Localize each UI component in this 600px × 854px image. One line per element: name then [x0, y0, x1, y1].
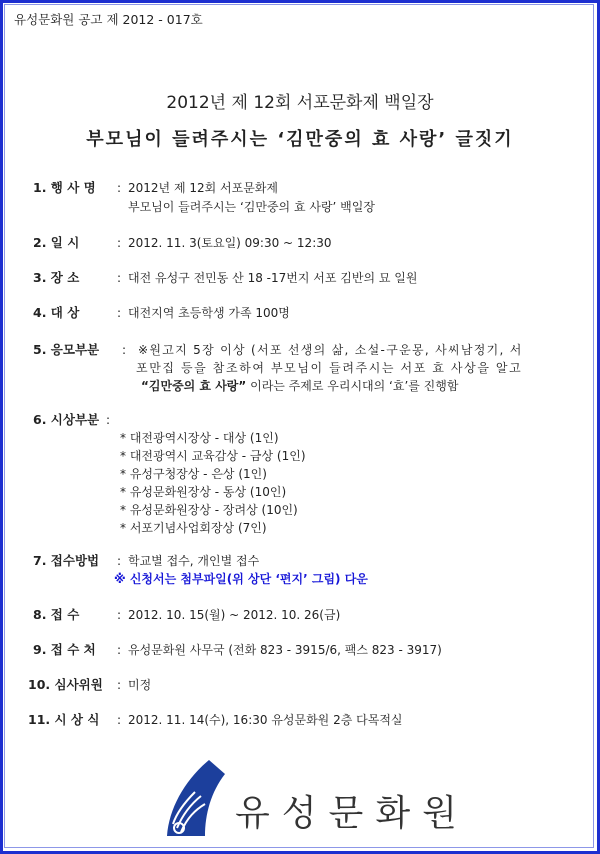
award-item: * 유성구청장상 - 은상 (1인)	[120, 467, 267, 481]
colon: :	[117, 236, 122, 250]
entry-line3	[141, 378, 458, 394]
award-item: * 유성문화원장상 - 장려상 (10인)	[120, 503, 298, 517]
colon: :	[117, 678, 122, 692]
colon: :	[117, 713, 122, 727]
yuseong-culture-center-logo-icon	[165, 758, 235, 838]
item-label-ceremony: 11. 시 상 식	[28, 712, 100, 727]
item-label-office: 9. 접 수 처	[33, 642, 96, 657]
entry-tail: 이라는 주제로 우리시대의 ‘효’를 진행함	[246, 379, 459, 393]
reception-period: 2012. 10. 15(월) ~ 2012. 10. 26(금)	[128, 608, 341, 622]
submission-method: 학교별 접수, 개인별 접수	[128, 554, 260, 568]
item-label-event-name: 1. 행 사 명	[33, 180, 96, 195]
item-label-submission: 7. 접수방법	[33, 553, 100, 568]
colon: :	[117, 271, 122, 285]
event-target: 대전지역 초등학생 가족 100명	[128, 306, 290, 320]
colon: :	[122, 343, 127, 357]
ceremony: 2012. 11. 14(수), 16:30 유성문화원 2층 다목적실	[128, 713, 403, 727]
entry-line1: ※원고지 5장 이상 (서포 선생의 삶, 소설-구운몽, 사씨남정기, 서	[138, 343, 523, 357]
item-label-reception: 8. 접 수	[33, 607, 80, 622]
page-title: 2012년 제 12회 서포문화제 백일장	[166, 93, 434, 113]
item-label-awards: 6. 시상부분	[33, 412, 100, 427]
event-place: 대전 유성구 전민동 산 18 -17번지 서포 김반의 묘 일원	[128, 271, 418, 285]
item-label-entry: 5. 응모부분	[33, 342, 100, 357]
colon: :	[106, 413, 111, 427]
page-subtitle: 부모님이 들려주시는 ‘김만중의 효 사랑’ 글짓기	[86, 129, 514, 150]
notice-number: 유성문화원 공고 제 2012 - 017호	[14, 12, 203, 27]
award-item: * 대전광역시 교육감상 - 금상 (1인)	[120, 449, 306, 463]
event-name-line2: 부모님이 들려주시는 ‘김만중의 효 사랑’ 백일장	[128, 200, 375, 214]
colon: :	[117, 643, 122, 657]
colon: :	[117, 554, 122, 568]
colon: :	[117, 306, 122, 320]
item-label-target: 4. 대 상	[33, 305, 80, 320]
entry-theme: “김만중의 효 사랑”	[141, 379, 247, 393]
event-date: 2012. 11. 3(토요일) 09:30 ~ 12:30	[128, 236, 332, 250]
logo-wordmark: 유성문화원	[235, 793, 469, 834]
item-label-judges: 10. 심사위원	[28, 677, 103, 692]
award-item: * 대전광역시장상 - 대상 (1인)	[120, 431, 279, 445]
award-item: * 유성문화원장상 - 동상 (10인)	[120, 485, 287, 499]
event-name-line1: 2012년 제 12회 서포문화제	[128, 181, 278, 195]
download-note: ※ 신청서는 첨부파일(위 상단 ‘편지’ 그림) 다운	[114, 572, 368, 586]
reception-office: 유성문화원 사무국 (전화 823 - 3915/6, 팩스 823 - 3917)	[128, 643, 442, 657]
colon: :	[117, 608, 122, 622]
entry-line2: 포만집 등을 참조하여 부모님이 들려주시는 서포 효 사상을 알고	[136, 361, 523, 375]
item-label-place: 3. 장 소	[33, 270, 80, 285]
award-item: * 서포기념사업회장상 (7인)	[120, 521, 267, 535]
item-label-date: 2. 일 시	[33, 235, 80, 250]
judges: 미정	[128, 678, 152, 692]
colon: :	[117, 181, 122, 195]
